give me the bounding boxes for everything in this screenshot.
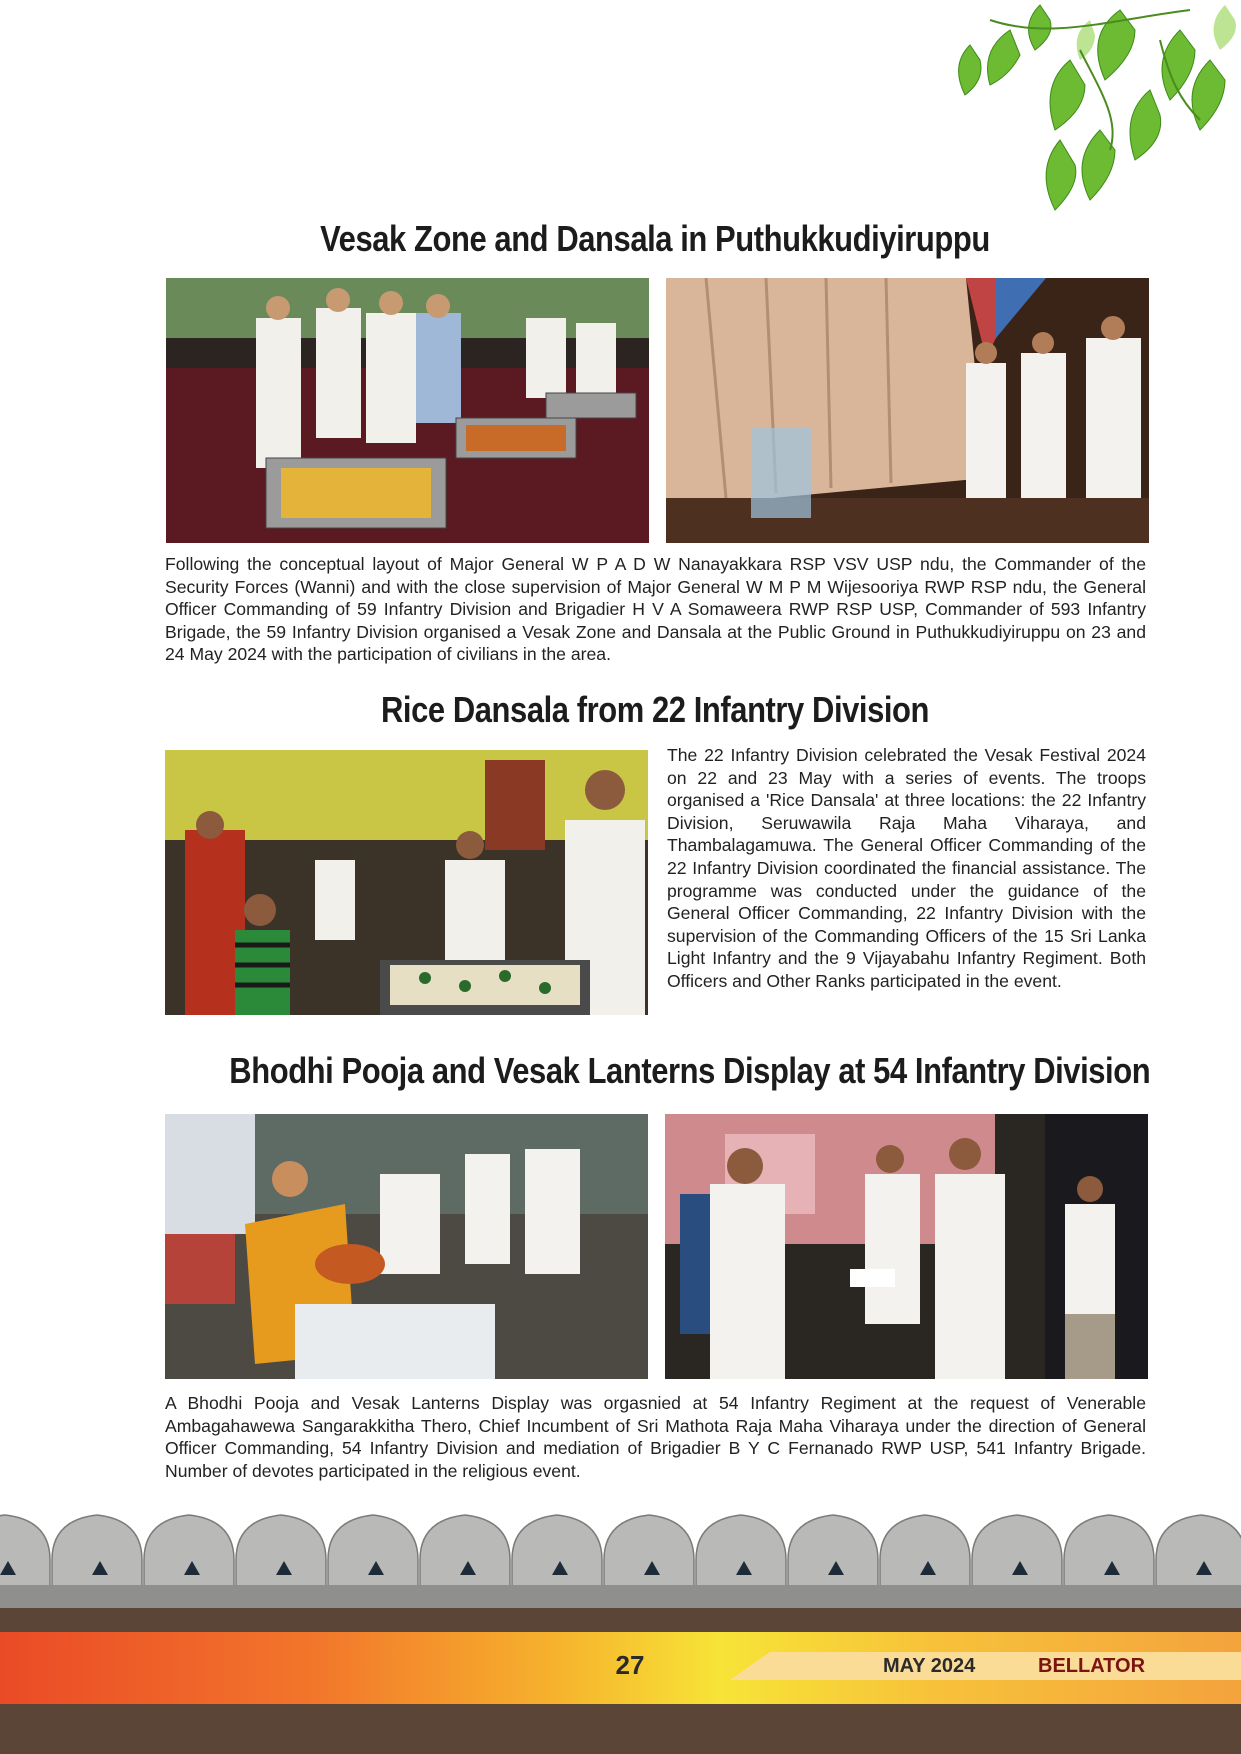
section-title-bhodhi-pooja: Bhodhi Pooja and Vesak Lanterns Display at 54 Infantry Division — [229, 1050, 1151, 1091]
section-body-rice-dansala: The 22 Infantry Division celebrated the Vesak Festival 2024 on 22 and 23 May with a series of events. The troops organised a 'Rice Dansala' at three locations: the 22 Infantry Division, Seruwawila Raja Maha Viharaya, and Thambalagamuwa. The General Officer Commanding of the 22 Infantry Division coordinated the financial assistance. The programme was conducted under the guidance of the General Officer Commanding, 22 Infantry Division with the supervision of the Commanding Officers of the 15 Sri Lanka Light Infantry and the 9 Vijayabahu Infantry Regiment. Both Officers and Other Ranks participated in the event. — [667, 745, 1146, 991]
page-number: 27 — [615, 1650, 645, 1680]
photo-lanterns-display — [665, 1114, 1148, 1379]
photo-bhodhi-pooja — [165, 1114, 648, 1379]
publication-name: BELLATOR — [1038, 1655, 1146, 1677]
footer-tab — [730, 1652, 1241, 1680]
bodhi-leaves-decoration — [950, 0, 1241, 230]
issue-date: MAY 2024 — [883, 1655, 976, 1677]
section-title-rice-dansala: Rice Dansala from 22 Infantry Division — [380, 689, 930, 730]
photo-vesak-zone-display — [666, 278, 1149, 543]
photo-rice-dansala — [165, 750, 648, 1015]
section-body-vesak-zone: Following the conceptual layout of Major General W P A D W Nanayakkara RSP VSV USP ndu, the Commander of the Security Forces (Wanni) and with the close supervision of Major General W M P M Wijesooriya RWP RSP ndu, the General Officer Commanding of 59 Infantry Division and Brigadier H V A Somaweera RWP RSP USP, Commander of 593 Infantry Brigade, the 59 Infantry Division organised a Vesak Zone and Dansala at the Public Ground in Puthukkudiyiruppu on 23 and 24 May 2024 with the participation of civilians in the area. — [165, 554, 1146, 665]
section-title-vesak-zone: Vesak Zone and Dansala in Puthukkudiyiruppu — [320, 218, 990, 259]
footer-top-band — [0, 1608, 1241, 1632]
photo-dansala-serving — [166, 278, 649, 543]
section-body-bhodhi-pooja: A Bhodhi Pooja and Vesak Lanterns Display was orgasnied at 54 Infantry Regiment at the request of Venerable Ambagahawewa Sangarakkitha Thero, Chief Incumbent of Sri Mathota Raja Maha Viharaya under the direction of General Officer Commanding, 54 Infantry Division and mediation of Brigadier B Y C Fernanado RWP USP, 541 Infantry Brigade. Number of devotes participated in the religious event. — [165, 1393, 1146, 1481]
footer-bottom-band — [0, 1704, 1241, 1754]
temple-wall-decoration — [0, 1500, 1241, 1610]
